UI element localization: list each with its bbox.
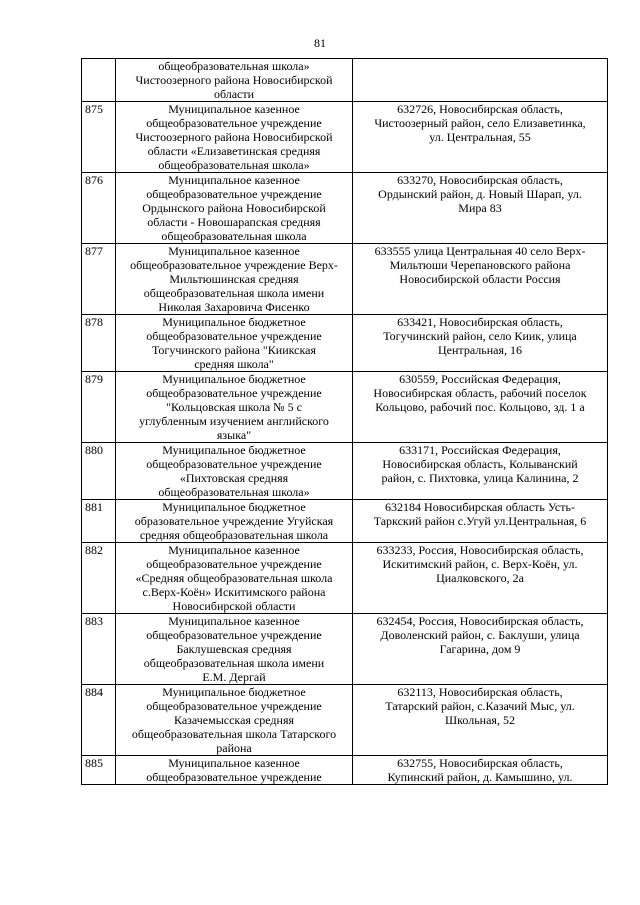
table-row xyxy=(82,59,608,102)
address-line: Мильтюши Черепановского района xyxy=(389,258,571,272)
institution-name-line: Муниципальное бюджетное xyxy=(162,372,306,386)
row-number: 879 xyxy=(82,372,116,443)
row-number: 883 xyxy=(82,614,116,685)
institution-name-line: общеобразовательное учреждение xyxy=(146,770,322,784)
row-number: 876 xyxy=(82,173,116,244)
institution-name-line: Чистоозерного района Новосибирской xyxy=(135,73,333,87)
institution-name-line: общеобразовательное учреждение xyxy=(146,699,322,713)
institution-name-line: «Пихтовская средняя xyxy=(179,471,289,485)
address-line: Кольцово, рабочий пос. Кольцово, зд. 1 а xyxy=(375,400,585,414)
table-row xyxy=(82,756,608,785)
institution-name-line: Муниципальное казенное xyxy=(168,543,300,557)
institution-name-line: области - Новошарапская средняя xyxy=(147,215,321,229)
address-cell xyxy=(353,173,608,244)
institution-name-line: общеобразовательное учреждение xyxy=(146,628,322,642)
institution-name-line: средняя школа" xyxy=(194,357,274,371)
institution-name-line: Новосибирской области xyxy=(172,599,296,613)
institution-name-line: Мильтюшинская средняя xyxy=(169,272,299,286)
address-line: 632113, Новосибирская область, xyxy=(397,685,563,699)
institution-name-line: Муниципальное казенное xyxy=(168,244,300,258)
address-line: Школьная, 52 xyxy=(445,713,515,727)
institution-name-line: Тогучинского района "Киикская xyxy=(152,343,316,357)
address-line: Новосибирская область, рабочий поселок xyxy=(373,386,587,400)
institution-name-cell xyxy=(116,372,353,443)
institution-name-cell xyxy=(116,102,353,173)
institution-name-cell xyxy=(116,614,353,685)
table-row xyxy=(82,543,608,614)
institution-name-cell xyxy=(116,685,353,756)
institution-name-cell xyxy=(116,756,353,785)
institution-name-line: общеобразовательное учреждение xyxy=(146,557,322,571)
row-number: 875 xyxy=(82,102,116,173)
institution-name-line: Муниципальное казенное xyxy=(168,102,300,116)
row-number: 878 xyxy=(82,315,116,372)
institution-name-cell xyxy=(116,244,353,315)
address-line: Ордынский район, д. Новый Шарап, ул. xyxy=(378,187,582,201)
page-number: 81 xyxy=(314,36,326,50)
institution-name-line: общеобразовательная школа» xyxy=(158,158,310,172)
table-row xyxy=(82,685,608,756)
institution-name-line: «Средняя общеобразовательная школа xyxy=(135,571,333,585)
table-row xyxy=(82,614,608,685)
institution-name-cell xyxy=(116,315,353,372)
address-line: Таркский район с.Угуй ул.Центральная, 6 xyxy=(373,514,587,528)
address-line: 630559, Российская Федерация, xyxy=(399,372,561,386)
address-cell xyxy=(353,500,608,543)
address-line: Новосибирская область, Колыванский xyxy=(382,457,578,471)
address-line: Гагарина, дом 9 xyxy=(439,642,521,656)
institution-name-line: общеобразовательная школа имени xyxy=(143,286,325,300)
institution-name-cell xyxy=(116,59,353,102)
institution-name-line: образовательное учреждение Угуйская xyxy=(134,514,334,528)
address-cell xyxy=(353,756,608,785)
schools-table-body xyxy=(82,59,608,785)
address-line: Новосибирской области Россия xyxy=(399,272,561,286)
institution-name-line: общеобразовательное учреждение xyxy=(146,116,322,130)
institution-name-line: района xyxy=(216,741,252,755)
institution-name-line: области «Елизаветинская средняя xyxy=(147,144,321,158)
address-cell xyxy=(353,614,608,685)
address-line: 632755, Новосибирская область, xyxy=(397,756,563,770)
table-row xyxy=(82,315,608,372)
institution-name-line: общеобразовательная школа xyxy=(161,229,307,243)
institution-name-line: Ордынского района Новосибирской xyxy=(142,201,326,215)
address-line: Чистоозерный район, село Елизаветинка, xyxy=(374,116,586,130)
institution-name-line: Николая Захаровича Фисенко xyxy=(158,300,310,314)
table-row xyxy=(82,500,608,543)
address-cell xyxy=(353,543,608,614)
address-cell xyxy=(353,443,608,500)
institution-name-line: общеобразовательное учреждение Верх- xyxy=(130,258,338,272)
institution-name-line: Муниципальное бюджетное xyxy=(162,315,306,329)
address-line: Доволенский район, с. Баклуши, улица xyxy=(380,628,580,642)
address-cell xyxy=(353,315,608,372)
institution-name-line: Муниципальное бюджетное xyxy=(162,500,306,514)
address-line: Купинский район, д. Камышино, ул. xyxy=(387,770,573,784)
address-line: 632184 Новосибирская область Усть- xyxy=(385,500,575,514)
row-number: 881 xyxy=(82,500,116,543)
row-number: 885 xyxy=(82,756,116,785)
institution-name-line: общеобразовательное учреждение xyxy=(146,187,322,201)
row-number: 882 xyxy=(82,543,116,614)
table-row xyxy=(82,372,608,443)
address-line: 633270, Новосибирская область, xyxy=(397,173,563,187)
institution-name-line: Казачемысская средняя xyxy=(174,713,294,727)
institution-name-line: углубленным изучением английского xyxy=(139,414,329,428)
institution-name-line: Чистоозерного района Новосибирской xyxy=(135,130,333,144)
address-line: 633233, Россия, Новосибирская область, xyxy=(376,543,584,557)
institution-name-cell xyxy=(116,543,353,614)
address-cell xyxy=(353,102,608,173)
address-line: Циалковского, 2а xyxy=(436,571,524,585)
institution-name-cell xyxy=(116,173,353,244)
table-row xyxy=(82,244,608,315)
institution-name-line: средняя общеобразовательная школа xyxy=(139,528,329,542)
address-cell xyxy=(353,372,608,443)
institution-name-line: Муниципальное бюджетное xyxy=(162,685,306,699)
table-row xyxy=(82,173,608,244)
institution-name-line: Муниципальное казенное xyxy=(168,756,300,770)
institution-name-line: общеобразовательная школа» xyxy=(158,59,310,73)
address-line: 633421, Новосибирская область, xyxy=(397,315,563,329)
table-row xyxy=(82,443,608,500)
institution-name-line: Баклушевская средняя xyxy=(176,642,292,656)
row-number: 884 xyxy=(82,685,116,756)
institution-name-line: общеобразовательная школа имени xyxy=(143,656,325,670)
institution-name-line: "Кольцовская школа № 5 с xyxy=(166,400,302,414)
institution-name-line: общеобразовательная школа» xyxy=(158,485,310,499)
row-number xyxy=(82,59,116,102)
address-cell xyxy=(353,59,608,102)
institution-name-line: с.Верх-Коён» Искитимского района xyxy=(142,585,326,599)
institution-name-line: общеобразовательное учреждение xyxy=(146,457,322,471)
address-line: район, с. Пихтовка, улица Калинина, 2 xyxy=(381,471,579,485)
address-cell xyxy=(353,685,608,756)
institution-name-line: Муниципальное бюджетное xyxy=(162,443,306,457)
row-number: 877 xyxy=(82,244,116,315)
institution-name-line: Е.М. Дергай xyxy=(202,670,266,684)
institution-name-line: Муниципальное казенное xyxy=(168,173,300,187)
table-row xyxy=(82,102,608,173)
address-line: ул. Центральная, 55 xyxy=(429,130,531,144)
institution-name-line: области xyxy=(213,87,255,101)
address-line: 632726, Новосибирская область, xyxy=(397,102,563,116)
institution-name-line: общеобразовательное учреждение xyxy=(146,386,322,400)
address-line: Тогучинский район, село Киик, улица xyxy=(383,329,577,343)
address-line: Татарский район, с.Казачий Мыс, ул. xyxy=(385,699,575,713)
address-line: Мира 83 xyxy=(458,201,502,215)
schools-table xyxy=(81,58,608,785)
institution-name-line: Муниципальное казенное xyxy=(168,614,300,628)
institution-name-line: общеобразовательная школа Татарского xyxy=(131,727,337,741)
institution-name-line: языка" xyxy=(216,428,252,442)
row-number: 880 xyxy=(82,443,116,500)
institution-name-cell xyxy=(116,500,353,543)
address-line: 632454, Россия, Новосибирская область, xyxy=(376,614,584,628)
institution-name-cell xyxy=(116,443,353,500)
institution-name-line: общеобразовательное учреждение xyxy=(146,329,322,343)
address-line: 633171, Российская Федерация, xyxy=(399,443,561,457)
address-line: 633555 улица Центральная 40 село Верх- xyxy=(374,244,586,258)
address-line: Искитимский район, с. Верх-Коён, ул. xyxy=(382,557,578,571)
address-cell xyxy=(353,244,608,315)
address-line: Центральная, 16 xyxy=(438,343,522,357)
